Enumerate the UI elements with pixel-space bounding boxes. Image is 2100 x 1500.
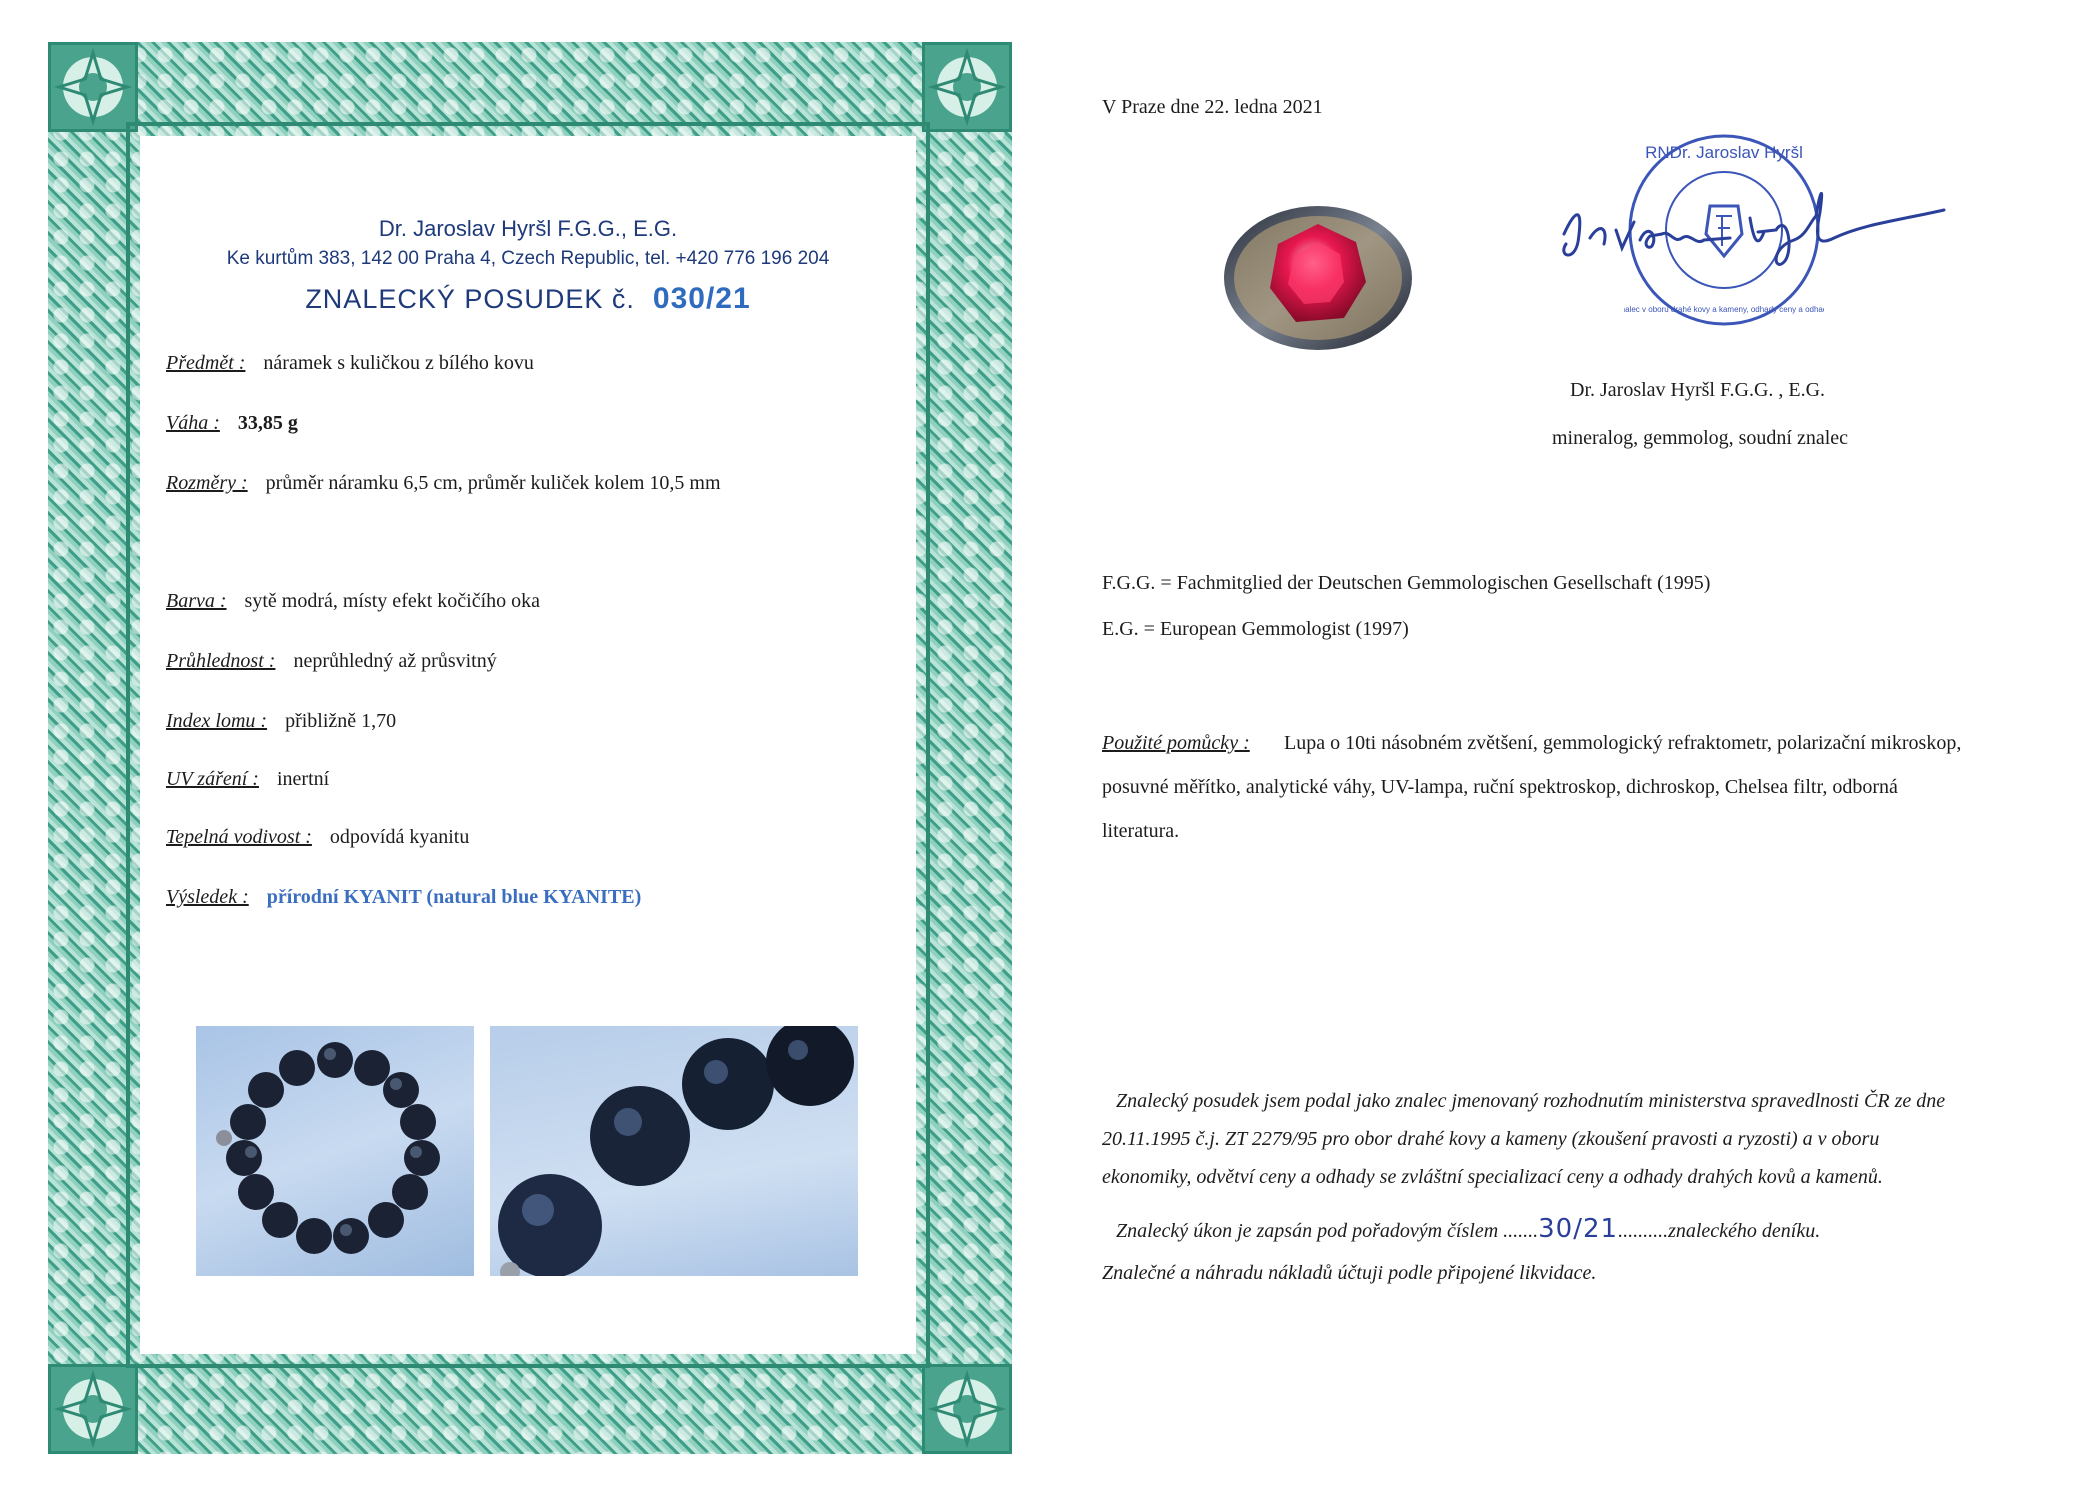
- bracelet-photo: [196, 1026, 474, 1276]
- field-value: sytě modrá, místy efekt kočičího oka: [244, 590, 541, 612]
- tools-label: Použité pomůcky :: [1102, 732, 1250, 754]
- corner-ornament-icon: [922, 42, 1012, 132]
- declaration-line-1: Znalecký posudek jsem podal jako znalec jmenovaný rozhodnutím ministerstva spravedlnosti ČR ze dne: [1116, 1090, 1946, 1112]
- field-transparency: [166, 650, 497, 673]
- date-line: V Praze dne 22. ledna 2021: [1102, 96, 1323, 118]
- register-dots: .......: [1503, 1220, 1539, 1242]
- field-value: průměr náramku 6,5 cm, průměr kuliček kolem 10,5 mm: [265, 472, 721, 494]
- declaration-line-3: ekonomiky, odvětví ceny a odhady se zvláštní specializací ceny a odhady drahých kovů a kamenů.: [1102, 1166, 1883, 1188]
- issuer-address: Ke kurtům 383, 142 00 Praha 4, Czech Republic, tel. +420 776 196 204: [226, 248, 830, 269]
- field-color: [166, 590, 540, 613]
- tools-text-line-2: posuvné měřítko, analytické váhy, UV-lampa, ruční spektroskop, dichroskop, Chelsea filtr, odborná: [1102, 776, 1898, 798]
- corner-ornament-icon: [48, 1364, 138, 1454]
- field-refractive-index: [166, 710, 396, 733]
- field-subject: [166, 352, 534, 375]
- field-value: přibližně 1,70: [285, 710, 397, 732]
- field-value: přírodní KYANIT (natural blue KYANITE): [266, 886, 642, 908]
- field-label: Index lomu :: [166, 710, 268, 732]
- issuer-name: Dr. Jaroslav Hyršl F.G.G., E.G.: [378, 216, 678, 241]
- field-label: Tepelná vodivost :: [166, 826, 312, 848]
- field-dimensions: [166, 472, 721, 495]
- register-number-handwritten: 30/21: [1538, 1214, 1619, 1244]
- register-prefix: Znalecký úkon je zapsán pod pořadovým číslem: [1116, 1220, 1504, 1242]
- field-thermal-conductivity: [166, 826, 469, 849]
- eg-definition: E.G. = European Gemmologist (1997): [1102, 618, 1409, 640]
- signer-name: Dr. Jaroslav Hyršl F.G.G. , E.G.: [1570, 379, 1826, 401]
- certificate-title: [140, 282, 916, 316]
- field-label: UV záření :: [166, 768, 259, 790]
- certificate-page: [48, 42, 1012, 1454]
- field-label: Váha :: [166, 412, 220, 434]
- stamp-text: RNDr. Jaroslav Hyršl: [1645, 143, 1803, 162]
- field-label: Rozměry :: [166, 472, 248, 494]
- stamp-lower-text: znalec v oboru drahé kovy a kameny, odhady ceny a odhady: [1624, 305, 1824, 314]
- field-value: odpovídá kyanitu: [329, 826, 470, 848]
- cost-note: Znalečné a náhradu nákladů účtuji podle připojené likvidace.: [1102, 1262, 1597, 1284]
- handwritten-signature-icon: [1544, 152, 1964, 287]
- hologram-seal-icon: [1220, 202, 1416, 359]
- beads-closeup-photo: [490, 1026, 858, 1276]
- signer-roles: mineralog, gemmolog, soudní znalec: [1552, 427, 1849, 449]
- tools-text-line-1: Lupa o 10ti násobném zvětšení, gemmologický refraktometr, polarizační mikroskop,: [1284, 732, 1962, 754]
- register-dots: ..........: [1618, 1220, 1669, 1242]
- fgg-definition: F.G.G. = Fachmitglied der Deutschen Gemmologischen Gesellschaft (1995): [1102, 572, 1711, 594]
- field-value: náramek s kuličkou z bílého kovu: [263, 352, 534, 374]
- field-label: Předmět :: [166, 352, 246, 374]
- field-label: Výsledek :: [166, 886, 249, 908]
- field-uv: [166, 768, 329, 791]
- field-weight: [166, 412, 298, 435]
- field-value: neprůhledný až průsvitný: [293, 650, 497, 672]
- tools-text-line-3: literatura.: [1102, 820, 1180, 842]
- declaration-line-2: 20.11.1995 č.j. ZT 2279/95 pro obor drahé kovy a kameny (zkoušení pravosti a ryzosti) a v oboru: [1102, 1128, 1880, 1150]
- field-value: inertní: [276, 768, 330, 790]
- certificate-number: 030/21: [652, 282, 751, 315]
- field-result: [166, 886, 641, 909]
- certificate-body: [140, 136, 916, 1354]
- register-line: [1116, 1214, 1820, 1244]
- corner-ornament-icon: [922, 1364, 1012, 1454]
- field-label: Barva :: [166, 590, 227, 612]
- corner-ornament-icon: [48, 42, 138, 132]
- certificate-second-page: [1048, 12, 2054, 1488]
- field-value: 33,85 g: [237, 412, 298, 434]
- field-label: Průhlednost :: [166, 650, 276, 672]
- register-suffix: znaleckého deníku.: [1668, 1220, 1821, 1242]
- certificate-title-text: ZNALECKÝ POSUDEK č.: [305, 284, 635, 314]
